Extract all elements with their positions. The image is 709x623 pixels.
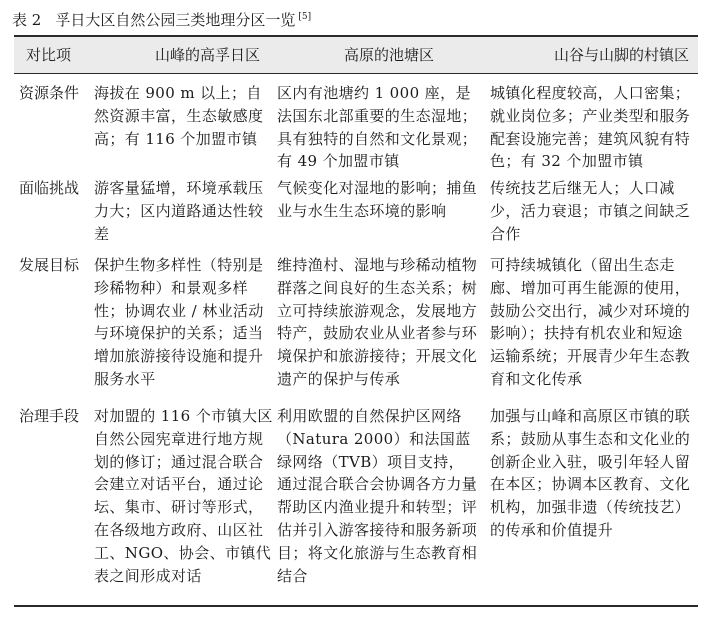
cell-resources-valley: 城镇化程度较高，人口密集；就业岗位多；产业类型和服务配套设施完善；建筑风貌有特色；有 32 个加盟市镇 bbox=[490, 84, 691, 171]
cell-challenges-valley: 传统技艺后继无人；人口减少，活力衰退；市镇之间缺乏合作 bbox=[490, 179, 691, 243]
table-number: 表 2 bbox=[12, 11, 42, 29]
table-title: 孚日大区自然公园三类地理分区一览 bbox=[55, 11, 296, 29]
table-caption bbox=[12, 6, 311, 31]
cell-challenges-high-vosges: 游客量猛增，环境承载压力大；区内道路通达性较差 bbox=[94, 179, 264, 243]
row-label-goals: 发展目标 bbox=[19, 256, 80, 274]
header-valley-villages: 山谷与山脚的村镇区 bbox=[554, 46, 690, 64]
header-high-vosges: 山峰的高孚日区 bbox=[155, 46, 261, 64]
header-plateau-ponds: 高原的池塘区 bbox=[344, 46, 435, 64]
cell-governance-high-vosges: 对加盟的 116 个市镇大区自然公园宪章进行地方规划的修订；通过混合联合会建立对话平台，通过论坛、集市、研讨等形式，在各级地方政府、山区社工、NGO、协会、市镇代表之间形成对话 bbox=[94, 407, 273, 585]
cell-challenges-plateau: 气候变化对湿地的影响；捕鱼业与水生生态环境的影响 bbox=[277, 179, 478, 220]
cell-goals-valley: 可持续城镇化（留出生态走廊、增加可再生能源的使用，鼓励公交出行，减少对环境的影响）；扶持有机农业和短途运输系统；开展青少年生态教育和文化传承 bbox=[490, 256, 691, 388]
bottom-rule bbox=[14, 605, 698, 607]
row-label-resources: 资源条件 bbox=[19, 84, 80, 102]
row-label-governance: 治理手段 bbox=[19, 407, 80, 425]
header-comparison-item: 对比项 bbox=[26, 46, 72, 64]
cell-governance-plateau: 利用欧盟的自然保护区网络（Natura 2000）和法国蓝绿网络（TVB）项目支持，通过混合联合会协调各方力量帮助区内渔业提升和转型；评估并引入游客接待和服务新项目；将文化旅游与生态教育相结合 bbox=[277, 407, 478, 585]
header-rule bbox=[14, 73, 698, 74]
cell-goals-plateau: 维持渔村、湿地与珍稀动植物群落之间良好的生态关系；树立可持续旅游观念，发展地方特产，鼓励农业从业者参与环境保护和旅游接待；开展文化遗产的保护与传承 bbox=[277, 256, 478, 388]
cell-governance-valley: 加强与山峰和高原区市镇的联系；鼓励从事生态和文化业的创新企业入驻，吸引年轻人留在本区；协调本区教育、文化机构，加强非遗（传统技艺）的传承和价值提升 bbox=[490, 407, 691, 539]
cell-goals-high-vosges: 保护生物多样性（特别是珍稀物种）和景观多样性；协调农业 / 林业活动与环境保护的关系；适当增加旅游接待设施和提升服务水平 bbox=[94, 256, 264, 388]
cell-resources-high-vosges: 海拔在 900 m 以上；自然资源丰富，生态敏感度高；有 116 个加盟市镇 bbox=[94, 84, 264, 148]
cell-resources-plateau: 区内有池塘约 1 000 座，是法国东北部重要的生态湿地；具有独特的自然和文化景观；有 49 个加盟市镇 bbox=[277, 84, 478, 171]
row-label-challenges: 面临挑战 bbox=[19, 179, 80, 197]
reference-mark: [5] bbox=[298, 12, 312, 22]
table-header bbox=[14, 37, 698, 73]
